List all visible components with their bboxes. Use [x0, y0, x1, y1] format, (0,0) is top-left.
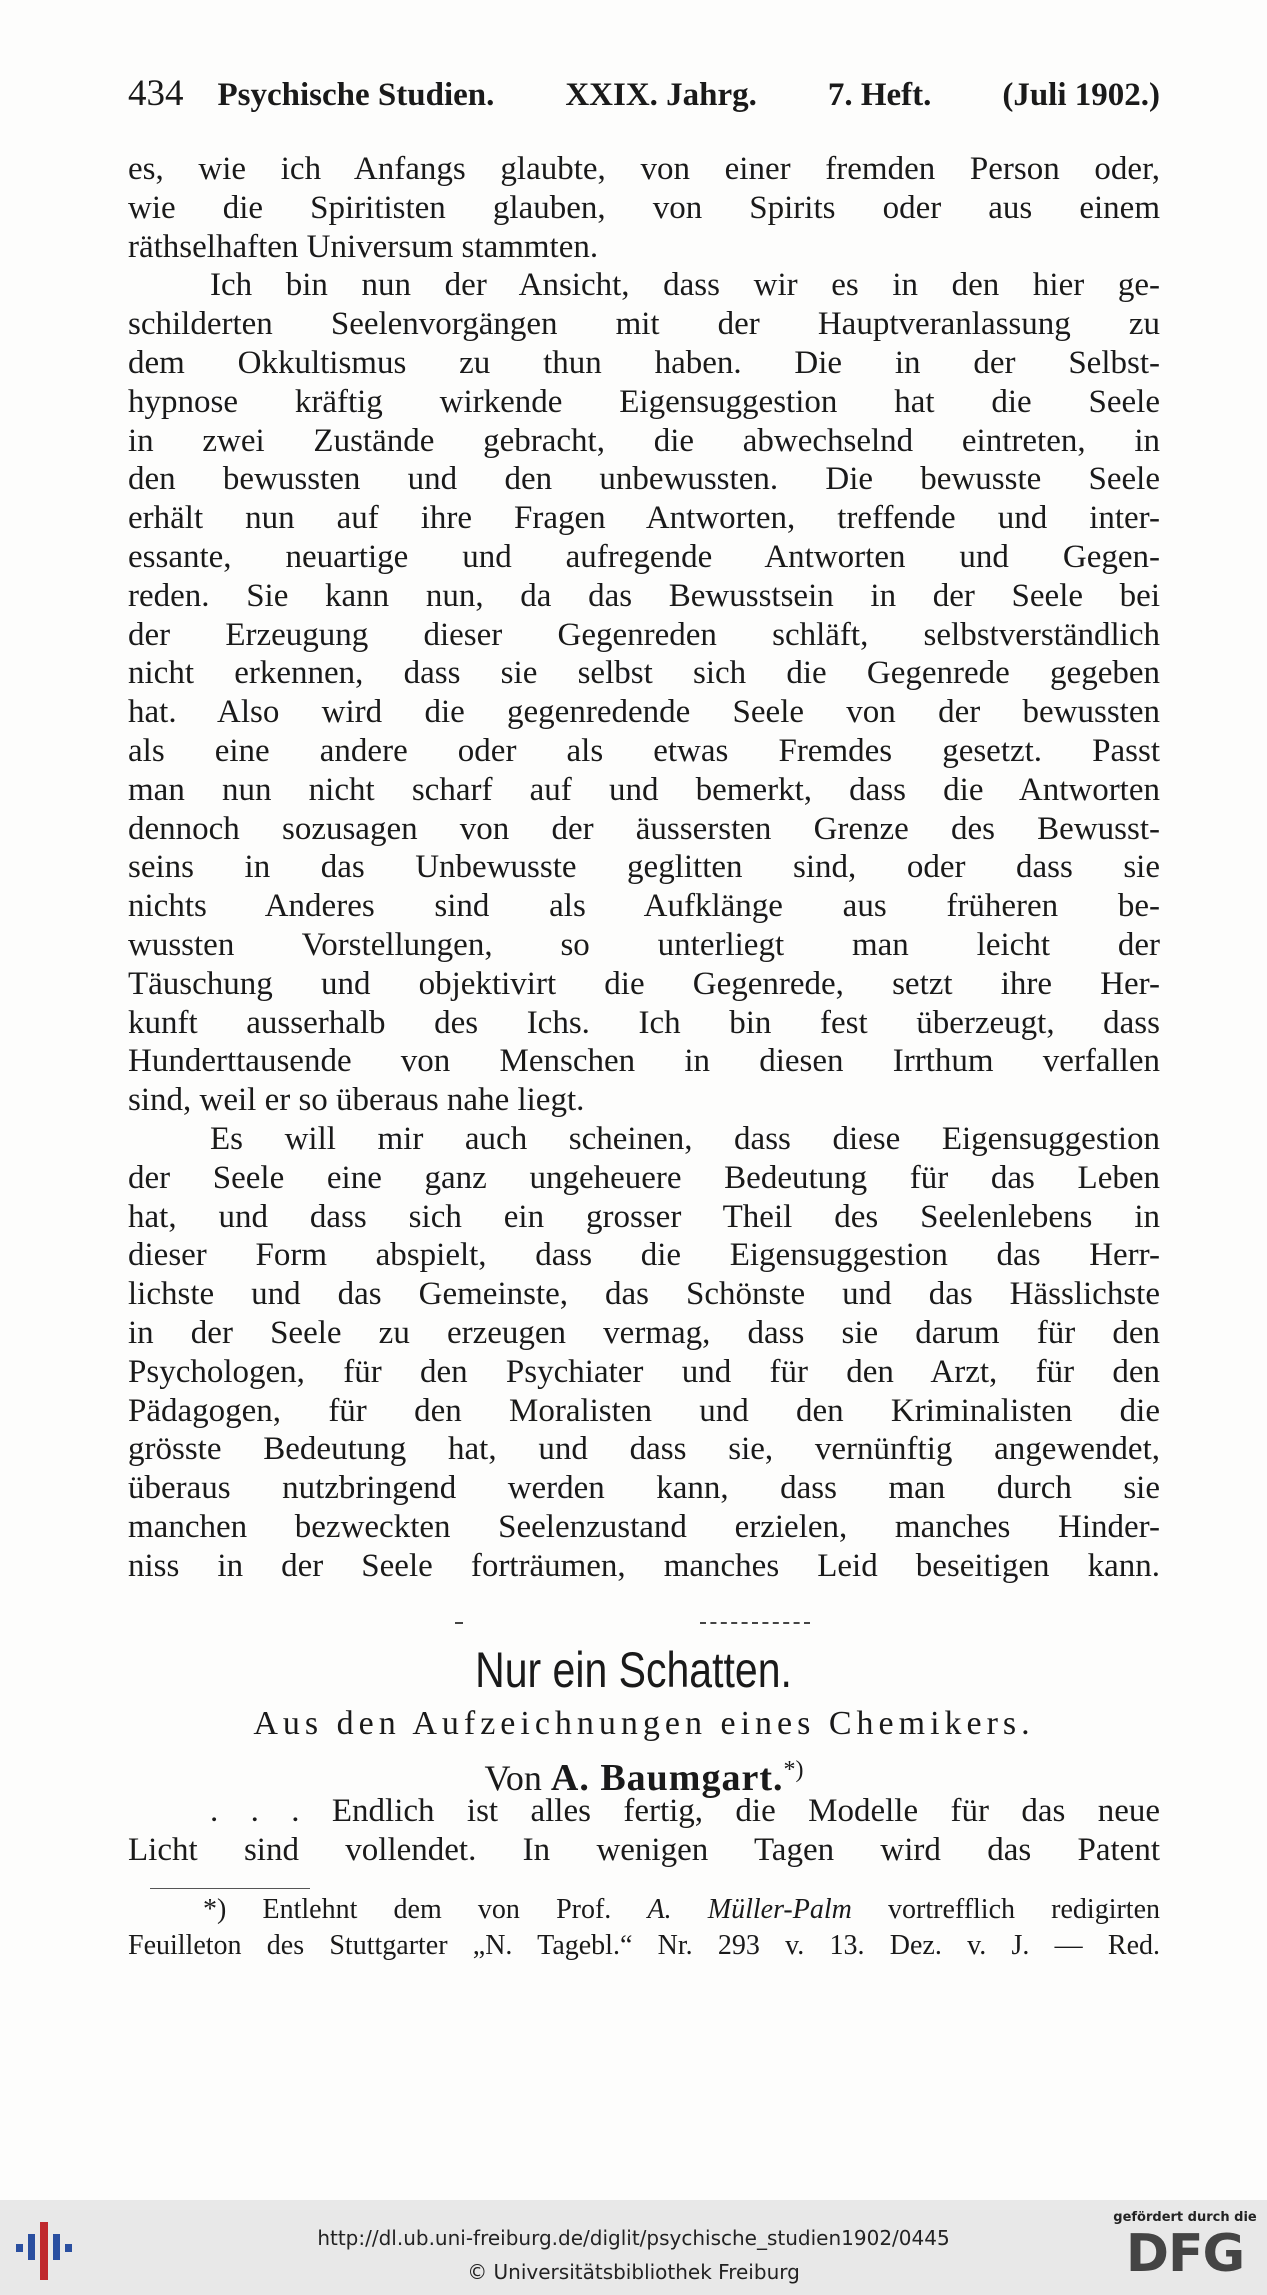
- section-divider: [455, 1622, 463, 1624]
- text-line: räthselhaften Universum stammten.: [128, 228, 599, 265]
- text-line: dieser Form abspielt, dass die Eigensuggestion das Herr-: [128, 1237, 1160, 1274]
- text-line: den bewussten und den unbewussten. Die bewusste Seele: [128, 461, 1160, 498]
- text-line: der Erzeugung dieser Gegenreden schläft, selbstverständlich: [128, 616, 1160, 653]
- footnote-line: *) Entlehnt dem von Prof. A. Müller-Palm vortrefflich redigirten: [203, 1894, 1160, 1925]
- issue-date: (Juli 1902.): [1002, 77, 1160, 113]
- text-line: Ich bin nun der Ansicht, dass wir es in den hier ge-: [210, 267, 1160, 304]
- text-line: dennoch sozusagen von der äussersten Grenze des Bewusst-: [128, 810, 1160, 847]
- paragraph-1: [128, 150, 1160, 266]
- text-line: erhält nun auf ihre Fragen Antworten, treffende und inter-: [128, 500, 1160, 537]
- footnote-line: Feuilleton des Stuttgarter „N. Tagebl.“ Nr. 293 v. 13. Dez. v. J. — Red.: [128, 1930, 1160, 1961]
- text-line: überaus nutzbringend werden kann, dass man durch sie: [128, 1470, 1160, 1507]
- paragraph-2: [128, 266, 1160, 1120]
- text-line: manchen bezweckten Seelenzustand erzielen, manches Hinder-: [128, 1508, 1160, 1545]
- paragraph-3: [128, 1120, 1160, 1586]
- text-line: Hunderttausende von Menschen in diesen Irrthum verfallen: [128, 1043, 1160, 1080]
- section-divider: [700, 1622, 810, 1624]
- issue: 7. Heft.: [827, 77, 932, 113]
- text-line: der Seele eine ganz ungeheuere Bedeutung für das Leben: [128, 1159, 1160, 1196]
- copyright-notice: © Universitätsbibliothek Freiburg: [467, 2260, 800, 2284]
- editor-name: A. Müller-Palm: [647, 1894, 852, 1925]
- text-line: als eine andere oder als etwas Fremdes gesetzt. Passt: [128, 732, 1160, 769]
- permalink-url[interactable]: http://dl.ub.uni-freiburg.de/diglit/psychische_studien1902/0445: [317, 2226, 950, 2250]
- text-line: seins in das Unbewusste geglitten sind, oder dass sie: [128, 849, 1160, 886]
- footnote: [128, 1892, 1160, 1964]
- byline-prefix: Von: [484, 1758, 542, 1798]
- dfg-wordmark: DFG: [1125, 2224, 1245, 2284]
- text-line: kunft ausserhalb des Ichs. Ich bin fest überzeugt, dass: [128, 1004, 1160, 1041]
- footnote-rule: [150, 1888, 310, 1889]
- text-line: dem Okkultismus zu thun haben. Die in der Selbst-: [128, 344, 1160, 381]
- running-header: [128, 72, 1160, 124]
- text-line: . . . Endlich ist alles fertig, die Modelle für das neue: [210, 1793, 1160, 1829]
- text-line: hat, und dass sich ein grosser Theil des Seelenlebens in: [128, 1198, 1160, 1235]
- text-line: nicht erkennen, dass sie selbst sich die Gegenrede gegeben: [128, 655, 1160, 692]
- text-line: Pädagogen, für den Moralisten und den Kriminalisten die: [128, 1392, 1160, 1429]
- text-line: hat. Also wird die gegenredende Seele von der bewussten: [128, 694, 1160, 731]
- text-line: in zwei Zustände gebracht, die abwechselnd eintreten, in: [128, 422, 1160, 459]
- sponsor-text: gefördert durch die: [1113, 2210, 1257, 2225]
- text-line: hypnose kräftig wirkende Eigensuggestion hat die Seele: [128, 383, 1160, 420]
- text-line: wie die Spiritisten glauben, von Spirits oder aus einem: [128, 189, 1160, 226]
- text-line: grösste Bedeutung hat, und dass sie, vernünftig angewendet,: [128, 1431, 1160, 1468]
- text-line: reden. Sie kann nun, da das Bewusstsein in der Seele bei: [128, 577, 1160, 614]
- text-line: nichts Anderes sind als Aufklänge aus früheren be-: [128, 888, 1160, 925]
- footnote-mark: *): [783, 1757, 804, 1783]
- body-text: [128, 150, 1160, 1585]
- article-title: Nur ein Schatten.: [475, 1642, 792, 1698]
- text-line: man nun nicht scharf auf und bemerkt, dass die Antworten: [128, 771, 1160, 808]
- text-line: schilderten Seelenvorgängen mit der Hauptveranlassung zu: [128, 306, 1160, 343]
- journal-title: Psychische Studien.: [217, 77, 495, 113]
- text-line: in der Seele zu erzeugen vermag, dass sie darum für den: [128, 1314, 1160, 1351]
- text-line: Licht sind vollendet. In wenigen Tagen wird das Patent: [128, 1831, 1160, 1868]
- text-line: es, wie ich Anfangs glaubte, von einer fremden Person oder,: [128, 151, 1160, 187]
- text-line: Täuschung und objektivirt die Gegenrede, setzt ihre Her-: [128, 965, 1160, 1002]
- dfg-logo: [1110, 2210, 1260, 2290]
- article-text: [128, 1792, 1160, 1870]
- text-line: essante, neuartige und aufregende Antworten und Gegen-: [128, 538, 1160, 575]
- text-line: niss in der Seele forträumen, manches Leid beseitigen kann.: [128, 1547, 1160, 1584]
- text-line: lichste und das Gemeinste, das Schönste und das Hässlichste: [128, 1276, 1160, 1313]
- text-line: sind, weil er so überaus nahe liegt.: [128, 1082, 585, 1119]
- text-line: Es will mir auch scheinen, dass diese Eigensuggestion: [210, 1120, 1160, 1157]
- viewer-footer: [0, 2200, 1267, 2295]
- text-line: wussten Vorstellungen, so unterliegt man leicht der: [128, 926, 1160, 963]
- volume: XXIX. Jahrg.: [565, 77, 757, 113]
- article-subtitle: Aus den Aufzeichnungen eines Chemikers.: [253, 1705, 1035, 1742]
- author-name: A. Baumgart.: [550, 1757, 784, 1799]
- text-line: Psychologen, für den Psychiater und für den Arzt, für den: [128, 1353, 1160, 1390]
- page-number: 434: [128, 73, 184, 114]
